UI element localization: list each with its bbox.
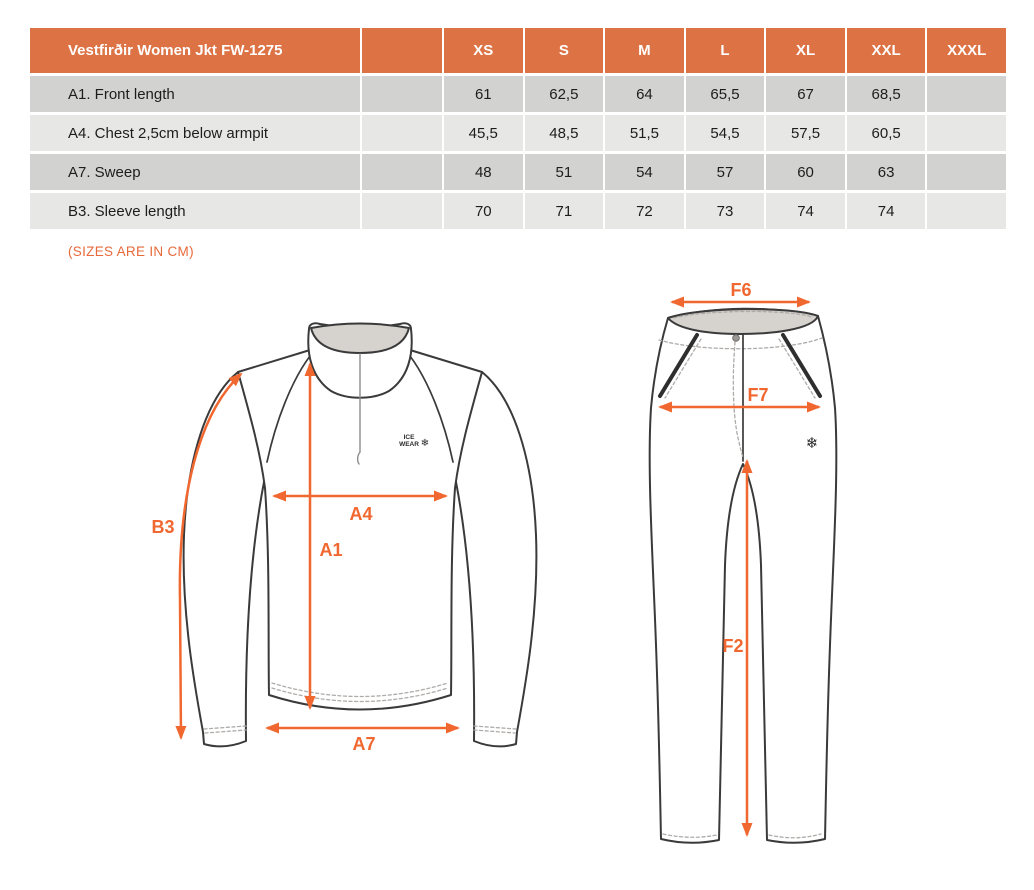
size-value-cell: 48: [444, 154, 523, 190]
size-value-cell: 65,5: [686, 76, 765, 112]
size-column-header: XS: [444, 28, 523, 73]
spacer-cell: [362, 115, 442, 151]
size-value-cell: 54: [605, 154, 684, 190]
a1-label: A1: [319, 540, 343, 560]
size-value-cell: 48,5: [525, 115, 604, 151]
f6-label: F6: [730, 280, 752, 300]
row-label: A7. Sweep: [30, 154, 360, 190]
garment-diagrams: [0, 270, 1034, 890]
size-column-header: L: [686, 28, 765, 73]
size-value-cell: [927, 154, 1006, 190]
product-title-header: Vestfirðir Women Jkt FW-1275: [30, 28, 360, 73]
size-value-cell: 71: [525, 193, 604, 229]
size-value-cell: 67: [766, 76, 845, 112]
row-label: A1. Front length: [30, 76, 360, 112]
row-label: A4. Chest 2,5cm below armpit: [30, 115, 360, 151]
size-value-cell: [927, 115, 1006, 151]
size-value-cell: [927, 76, 1006, 112]
size-value-cell: 72: [605, 193, 684, 229]
size-value-cell: 62,5: [525, 76, 604, 112]
size-value-cell: 64: [605, 76, 684, 112]
size-value-cell: 45,5: [444, 115, 523, 151]
size-value-cell: 74: [847, 193, 926, 229]
row-label: B3. Sleeve length: [30, 193, 360, 229]
size-column-header: XL: [766, 28, 845, 73]
size-value-cell: 60: [766, 154, 845, 190]
waist-button: [733, 335, 740, 342]
spacer-cell: [362, 76, 442, 112]
f7-label: F7: [747, 385, 769, 405]
size-value-cell: 74: [766, 193, 845, 229]
f2-label: F2: [722, 636, 744, 656]
size-value-cell: 57: [686, 154, 765, 190]
snowflake-icon: ❄: [420, 438, 430, 449]
size-value-cell: 70: [444, 193, 523, 229]
size-value-cell: 73: [686, 193, 765, 229]
b3-label: B3: [151, 517, 175, 537]
size-value-cell: 61: [444, 76, 523, 112]
spacer-cell: [362, 193, 442, 229]
size-table: [30, 28, 1006, 229]
size-value-cell: 63: [847, 154, 926, 190]
size-value-cell: [927, 193, 1006, 229]
size-column-header: XXXL: [927, 28, 1006, 73]
size-column-header: S: [525, 28, 604, 73]
spacer-cell: [362, 154, 442, 190]
snowflake-icon: ❄: [805, 434, 819, 452]
size-value-cell: 51,5: [605, 115, 684, 151]
size-value-cell: 60,5: [847, 115, 926, 151]
size-value-cell: 54,5: [686, 115, 765, 151]
units-note: (SIZES ARE IN CM): [68, 244, 194, 259]
jacket-diagram: [151, 323, 536, 754]
size-column-header: XXL: [847, 28, 926, 73]
a7-label: A7: [352, 734, 376, 754]
a4-label: A4: [349, 504, 373, 524]
size-value-cell: 68,5: [847, 76, 926, 112]
brand-logo-line2: WEAR: [399, 441, 419, 448]
brand-logo-line1: ICE: [403, 434, 415, 441]
size-column-header: M: [605, 28, 684, 73]
size-value-cell: 57,5: [766, 115, 845, 151]
size-value-cell: 51: [525, 154, 604, 190]
pants-diagram: [650, 280, 837, 843]
header-spacer-cell: [362, 28, 442, 73]
